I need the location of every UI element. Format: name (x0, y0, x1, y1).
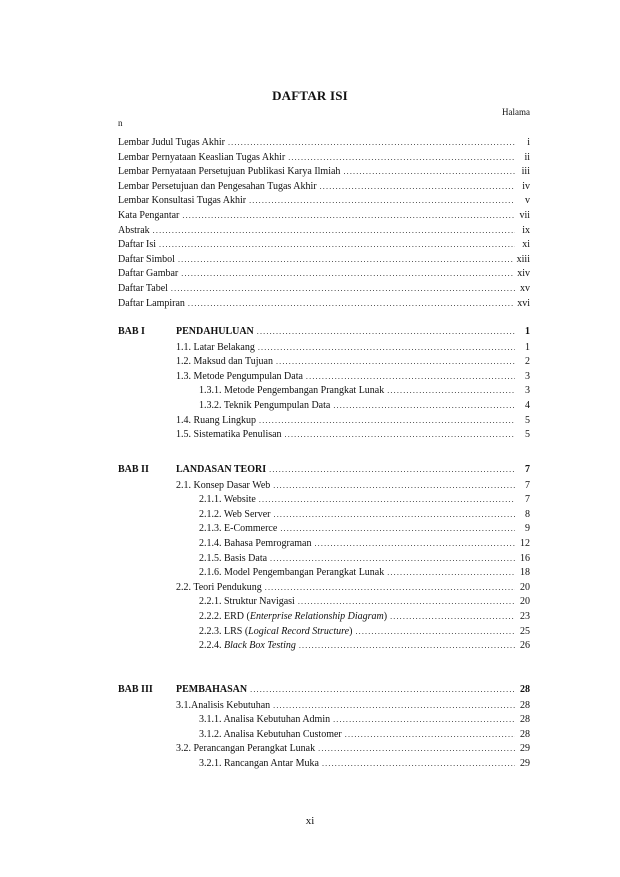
toc-entry-label: Daftar Tabel (118, 283, 168, 294)
halaman-header-part2: n (118, 118, 123, 128)
toc-entry-label: PEMBAHASAN (176, 684, 248, 695)
toc-entry-page: 18 (520, 567, 530, 579)
dot-leader (265, 581, 515, 594)
dot-leader (285, 428, 515, 441)
chapter-title-row (176, 325, 530, 338)
toc-entry-page: 7 (525, 494, 530, 506)
toc-entry-page: iv (522, 180, 530, 192)
dot-leader (188, 297, 514, 310)
toc-entry-page: vii (519, 210, 530, 221)
toc-entry-label: 2.1.6. Model Pengembangan Perangkat Lunak (199, 567, 385, 579)
toc-entry-label: 1.3. Metode Pengumpulan Data (176, 370, 303, 382)
toc-entry-page: 4 (525, 400, 530, 411)
toc-row (176, 370, 530, 383)
toc-entry-label: 2.1.1. Website (199, 494, 256, 506)
toc-entry-page: 3 (525, 370, 530, 382)
toc-entry-page: i (527, 137, 530, 148)
toc-row (118, 297, 530, 310)
dot-leader (269, 463, 515, 476)
toc-entry-label: Kata Pengantar (118, 210, 180, 221)
toc-entry-page: ix (522, 224, 530, 236)
toc-row (176, 742, 530, 755)
dot-leader (273, 479, 515, 492)
toc-entry-label: 2.2.3. LRS (Logical Record Structure) (199, 625, 353, 637)
toc-entry-page: xiii (516, 253, 530, 265)
toc-row (199, 639, 530, 652)
toc-entry-page: iii (521, 166, 530, 178)
toc-entry-page: 5 (525, 429, 530, 441)
toc-entry-label: 2.1. Konsep Dasar Web (176, 479, 271, 491)
dot-leader (333, 399, 515, 412)
dot-leader (249, 194, 515, 207)
toc-entry-label: 1.1. Latar Belakang (176, 341, 255, 353)
toc-row (118, 165, 530, 178)
toc-entry-label: Abstrak (118, 224, 150, 236)
toc-entry-label: Daftar Lampiran (118, 297, 185, 309)
dot-leader (306, 370, 515, 383)
dot-leader (228, 136, 515, 149)
toc-row (199, 757, 530, 770)
toc-entry-page: 28 (520, 714, 530, 726)
toc-entry-label: Lembar Persetujuan dan Pengesahan Tugas Akhir (118, 180, 317, 192)
toc-row (199, 552, 530, 565)
dot-leader (343, 165, 515, 178)
toc-entry-label: 2.1.2. Web Server (199, 508, 271, 520)
toc-entry-page: 26 (520, 640, 530, 652)
toc-entry-page: 1 (525, 326, 530, 337)
dot-leader (259, 414, 515, 427)
toc-entry-page: xiv (517, 268, 530, 280)
toc-entry-label: 1.5. Sistematika Penulisan (176, 429, 282, 441)
toc-entry-label: 2.2.1. Struktur Navigasi (199, 596, 295, 608)
halaman-header-part1: Halama (502, 107, 530, 117)
dot-leader (355, 625, 515, 638)
dot-leader (320, 180, 515, 193)
toc-entry-label: PENDAHULUAN (176, 326, 254, 337)
page-number-footer: xi (305, 815, 315, 827)
dot-leader (390, 610, 515, 623)
dot-leader (299, 639, 515, 652)
toc-row (118, 282, 530, 295)
toc-entry-page: 2 (525, 356, 530, 368)
toc-entry-page: 9 (525, 523, 530, 535)
toc-entry-page: 29 (520, 758, 530, 769)
toc-row (199, 399, 530, 412)
toc-entry-label: Daftar Gambar (118, 268, 179, 280)
toc-row (176, 341, 530, 354)
toc-row (176, 479, 530, 492)
toc-row (118, 267, 530, 280)
toc-row (176, 414, 530, 427)
toc-entry-page: ii (524, 151, 530, 163)
dot-leader (159, 238, 515, 251)
toc-entry-page: 28 (520, 684, 530, 695)
toc-entry-page: 3 (525, 385, 530, 397)
toc-entry-page: 25 (520, 625, 530, 637)
toc-entry-label: 3.2. Perancangan Perangkat Lunak (176, 743, 316, 755)
toc-row (199, 610, 530, 623)
toc-entry-label: 2.2. Teori Pendukung (176, 581, 262, 593)
toc-row (199, 728, 530, 741)
toc-entry-page: 12 (520, 538, 530, 549)
toc-entry-page: 20 (520, 581, 530, 593)
dot-leader (387, 384, 515, 397)
toc-row (176, 355, 530, 368)
toc-row (118, 180, 530, 193)
toc-entry-label: 1.4. Ruang Lingkup (176, 414, 256, 426)
toc-entry-label: 3.1.Analisis Kebutuhan (176, 699, 271, 711)
dot-leader (273, 699, 515, 712)
toc-entry-page: xv (520, 283, 530, 294)
toc-entry-label: Lembar Pernyataan Keaslian Tugas Akhir (118, 151, 286, 163)
toc-row (199, 522, 530, 535)
toc-entry-label: Lembar Pernyataan Persetujuan Publikasi Karya Ilmiah (118, 166, 341, 178)
toc-entry-page: 23 (520, 611, 530, 622)
toc-entry-page: 29 (520, 743, 530, 755)
toc-entry-page: xi (522, 239, 530, 251)
toc-entry-page: 16 (520, 552, 530, 564)
toc-entry-page: 5 (525, 414, 530, 426)
toc-row (118, 238, 530, 251)
dot-leader (270, 552, 515, 565)
toc-entry-page: 7 (525, 464, 530, 475)
toc-row (118, 209, 530, 222)
toc-entry-label: 2.2.2. ERD (Enterprise Relationship Diagram) (199, 611, 388, 622)
toc-entry-label: 1.2. Maksud dan Tujuan (176, 356, 273, 368)
toc-entry-label: 1.3.2. Teknik Pengumpulan Data (199, 400, 331, 411)
toc-entry-label: 2.1.4. Bahasa Pemrograman (199, 538, 312, 549)
dot-leader (181, 267, 514, 280)
chapter-number: BAB II (118, 464, 149, 475)
toc-entry-label: Lembar Konsultasi Tugas Akhir (118, 195, 247, 207)
toc-entry-page: 1 (525, 341, 530, 353)
toc-row (199, 384, 530, 397)
dot-leader (333, 713, 515, 726)
dot-leader (314, 537, 515, 550)
toc-entry-label: LANDASAN TEORI (176, 464, 267, 475)
toc-row (118, 253, 530, 266)
toc-row (176, 428, 530, 441)
toc-entry-page: v (525, 195, 530, 207)
toc-row (118, 151, 530, 164)
dot-leader (345, 728, 515, 741)
toc-entry-label: Daftar Simbol (118, 253, 175, 265)
toc-row (199, 713, 530, 726)
toc-row (176, 699, 530, 712)
page-title: DAFTAR ISI (272, 88, 348, 103)
dot-leader (171, 282, 515, 295)
dot-leader (250, 683, 515, 696)
toc-entry-page: 28 (520, 728, 530, 740)
toc-row (199, 493, 530, 506)
dot-leader (274, 508, 516, 521)
toc-entry-page: 28 (520, 699, 530, 711)
chapter-title-row (176, 463, 530, 476)
toc-entry-label: 1.3.1. Metode Pengembangan Prangkat Lunak (199, 385, 385, 397)
toc-row (199, 566, 530, 579)
toc-entry-page: 8 (525, 508, 530, 520)
chapter-number: BAB I (118, 326, 145, 337)
dot-leader (276, 355, 515, 368)
dot-leader (280, 522, 515, 535)
dot-leader (182, 209, 515, 222)
toc-entry-page: 7 (525, 479, 530, 491)
toc-entry-page: 20 (520, 596, 530, 608)
dot-leader (288, 151, 515, 164)
toc-row (118, 224, 530, 237)
toc-entry-label: 2.1.5. Basis Data (199, 552, 268, 564)
toc-row (199, 537, 530, 550)
dot-leader (178, 253, 514, 266)
toc-row (199, 595, 530, 608)
dot-leader (257, 325, 515, 338)
toc-row (118, 136, 530, 149)
toc-entry-page: xvi (517, 297, 530, 309)
toc-row (199, 508, 530, 521)
chapter-number: BAB III (118, 684, 153, 695)
dot-leader (153, 224, 515, 237)
toc-entry-label: Daftar Isi (118, 239, 157, 251)
toc-entry-label: 3.2.1. Rancangan Antar Muka (199, 758, 319, 769)
toc-entry-label: Lembar Judul Tugas Akhir (118, 137, 225, 148)
toc-entry-label: 2.2.4. Black Box Testing (199, 640, 296, 652)
toc-entry-label: 3.1.1. Analisa Kebutuhan Admin (199, 714, 331, 726)
dot-leader (318, 742, 515, 755)
chapter-title-row (176, 683, 530, 696)
toc-row (118, 194, 530, 207)
dot-leader (387, 566, 515, 579)
toc-row (176, 581, 530, 594)
dot-leader (298, 595, 515, 608)
dot-leader (322, 757, 515, 770)
toc-entry-label: 3.1.2. Analisa Kebutuhan Customer (199, 728, 342, 740)
toc-entry-label: 2.1.3. E-Commerce (199, 523, 278, 535)
dot-leader (258, 341, 515, 354)
dot-leader (259, 493, 515, 506)
toc-row (199, 625, 530, 638)
